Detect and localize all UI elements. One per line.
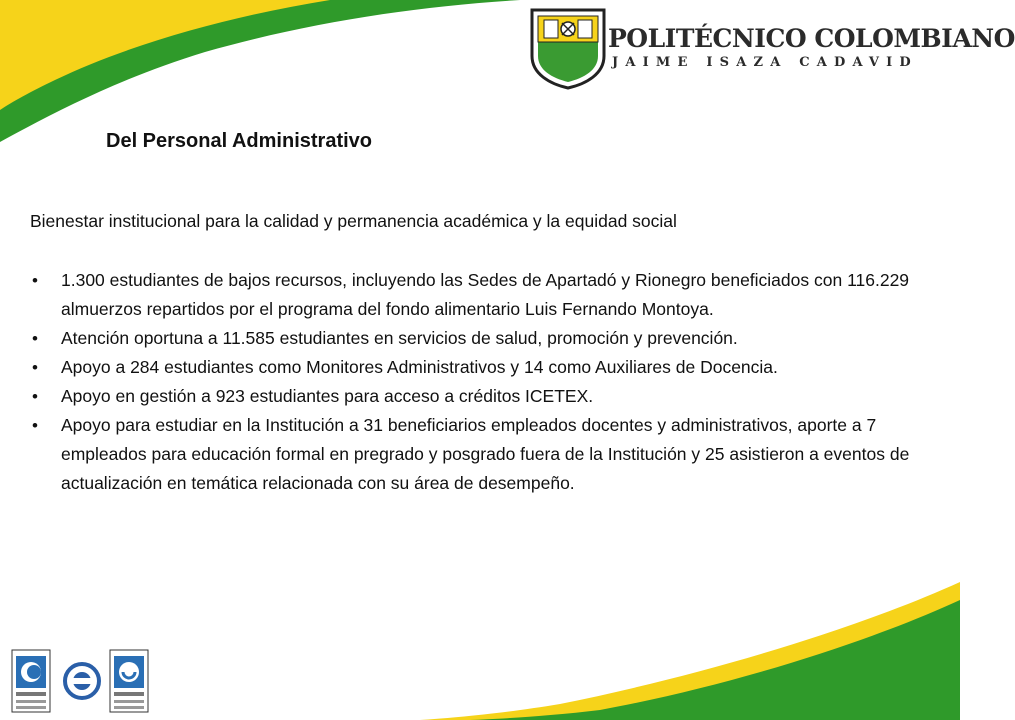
slide-title: Del Personal Administrativo — [106, 130, 372, 152]
bullet-dot-icon: • — [32, 387, 38, 406]
shield-logo-icon — [528, 6, 608, 90]
bullet-item — [30, 353, 910, 382]
bullet-dot-icon: • — [32, 271, 38, 290]
bullet-text: Apoyo para estudiar en la Institución a 31 beneficiarios empleados docentes y administrativos, aporte a 7 empleados para educación formal en pregrado y posgrado fuera de la Institución y 25 asistieron a eventos de actualización en temática relacionada con su área de desempeño. — [61, 415, 910, 493]
bullet-item — [30, 411, 910, 498]
bullet-item — [30, 266, 910, 324]
bullet-text: 1.300 estudiantes de bajos recursos, incluyendo las Sedes de Apartadó y Rionegro beneficiados con 116.229 almuerzos repartidos por el programa del fondo alimentario Luis Fernando Montoya. — [61, 270, 910, 319]
bullet-dot-icon: • — [32, 416, 38, 435]
bullet-text: Apoyo en gestión a 923 estudiantes para acceso a créditos ICETEX. — [61, 386, 594, 406]
iqnet-badge-icon — [65, 664, 99, 698]
accreditation-badge-icon — [110, 650, 148, 712]
bullet-text: Apoyo a 284 estudiantes como Monitores Administrativos y 14 como Auxiliares de Docencia. — [61, 357, 778, 377]
bullet-text: Atención oportuna a 11.585 estudiantes en servicios de salud, promoción y prevención. — [61, 328, 738, 348]
slide-intro: Bienestar institucional para la calidad y permanencia académica y la equidad social — [30, 211, 677, 231]
bullet-list — [30, 266, 910, 498]
bullet-item — [30, 324, 910, 353]
certification-badges — [10, 648, 160, 716]
quality-cert-badge-icon — [12, 650, 50, 712]
bullet-item — [30, 382, 910, 411]
bullet-dot-icon: • — [32, 329, 38, 348]
bullet-dot-icon: • — [32, 358, 38, 377]
institution-subtitle: JAIME ISAZA CADAVID — [612, 55, 918, 70]
institution-name: POLITÉCNICO COLOMBIANO — [608, 24, 1015, 53]
